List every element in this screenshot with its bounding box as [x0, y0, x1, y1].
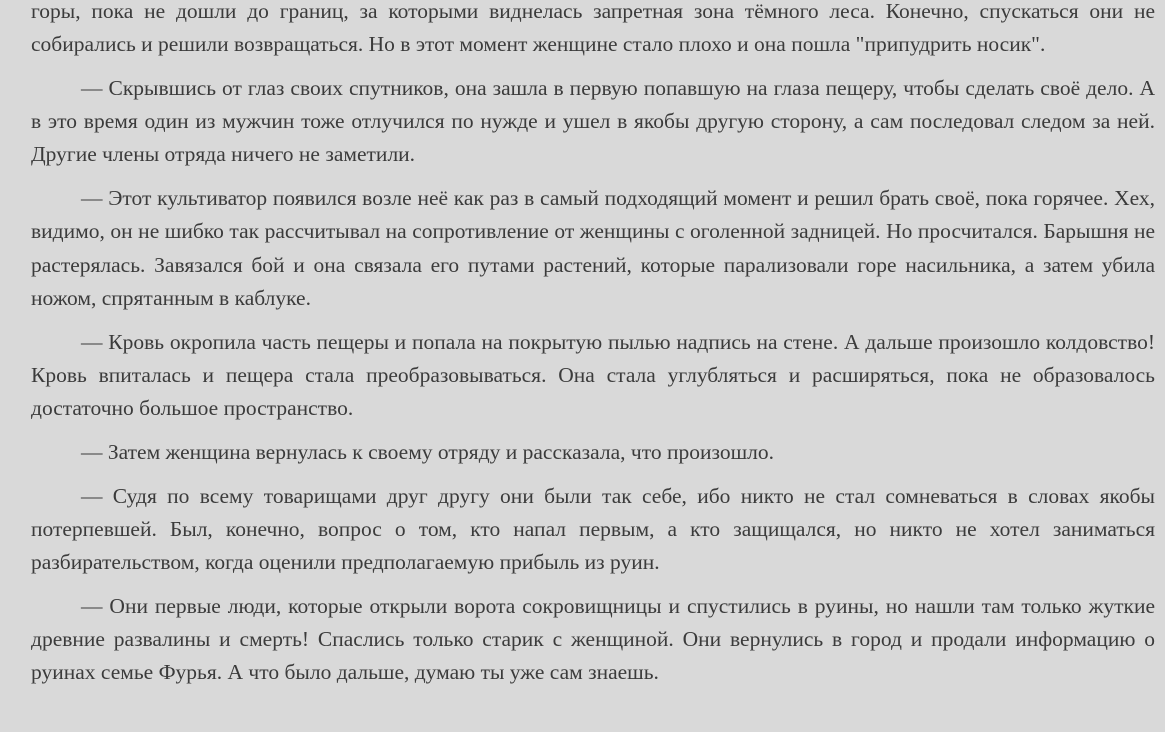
reading-page: [31, 0, 1155, 700]
paragraph-3: — Этот культиватор появился возле неё как раз в самый подходящий момент и решил брать своё, пока горячее. Хех, видимо, он не шибко так рассчитывал на сопротивление от женщины с оголенной задницей. Но просчитался. Барышня не растерялась. Завязался бой и она связала его путами растений, которые парализовали горе насильника, а затем убила ножом, спрятанным в каблуке.: [31, 186, 1155, 310]
paragraph-6: — Судя по всему товарищами друг другу они были так себе, ибо никто не стал сомневаться в словах якобы потерпевшей. Был, конечно, вопрос о том, кто напал первым, а кто защищался, но никто не хотел заниматься разбирательством, когда оценили предполагаемую прибыль из руин.: [31, 483, 1155, 575]
paragraph-1: горы, пока не дошли до границ, за которыми виднелась запретная зона тёмного леса. Конечно, спускаться они не собирались и решили возвращаться. Но в этот момент женщине стало плохо и она пошла "припудрить носик".: [31, 0, 1155, 57]
paragraph-2: — Скрывшись от глаз своих спутников, она зашла в первую попавшую на глаза пещеру, чтобы сделать своё дело. А в это время один из мужчин тоже отлучился по нужде и ушел в якобы другую сторону, а сам последовал следом за ней. Другие члены отряда ничего не заметили.: [31, 76, 1155, 167]
paragraph-7: — Они первые люди, которые открыли ворота сокровищницы и спустились в руины, но нашли там только жуткие древние развалины и смерть! Спаслись только старик с женщиной. Они вернулись в город и продали информацию о руинах семье Фурья. А что было дальше, думаю ты уже сам знаешь.: [31, 593, 1155, 685]
paragraph-4: — Кровь окропила часть пещеры и попала на покрытую пылью надпись на стене. А дальше произошло колдовство! Кровь впиталась и пещера стала преобразовываться. Она стала углубляться и расширяться, пока не образовалось достаточно большое пространство.: [31, 329, 1155, 421]
paragraph-5: — Затем женщина вернулась к своему отряду и рассказала, что произошло.: [81, 439, 775, 464]
